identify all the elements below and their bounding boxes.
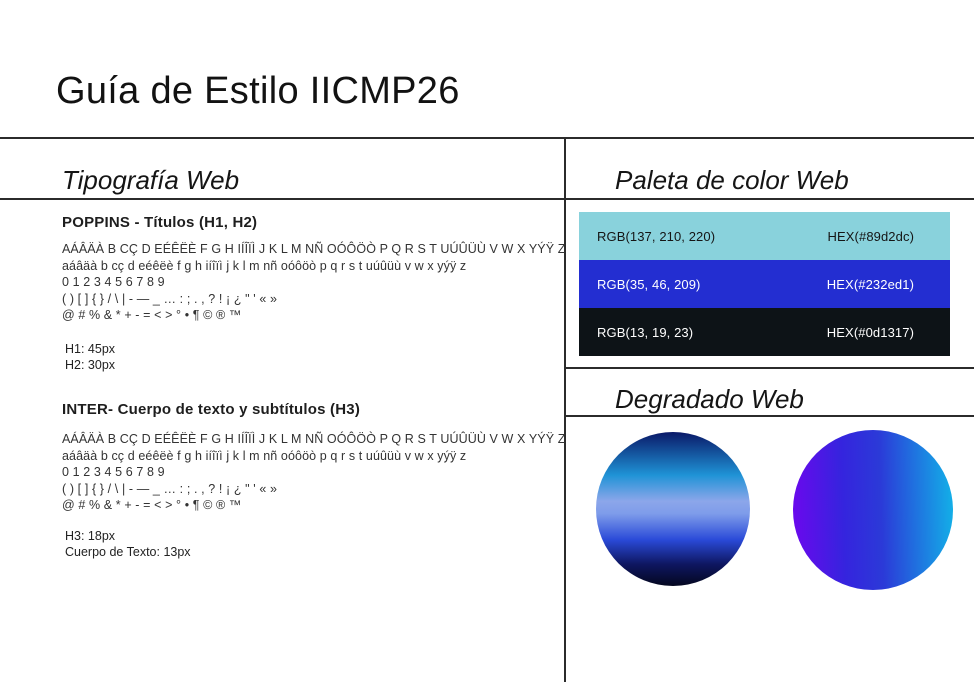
- poppins-charset-punctuation: ( ) [ ] { } / \ | - — _ … : ; . , ? ! ¡ ¿ " ' « »: [62, 291, 278, 306]
- gradient-section-heading: Degradado Web: [615, 384, 804, 414]
- poppins-charset-lowercase: aáâäà b cç d eéêëè f g h iíîïì j k l m nñ oóôöò p q r s t uúûüù v w x yýÿ z: [62, 258, 467, 273]
- inter-charset: [62, 431, 567, 514]
- h2-size-note: H2: 30px: [65, 358, 116, 372]
- divider-typography-heading: [0, 198, 565, 200]
- inter-charset-lowercase: aáâäà b cç d eéêëè f g h iíîïì j k l m nñ oóôöò p q r s t uúûüù v w x yýÿ z: [62, 448, 467, 463]
- inter-charset-digits: 0 1 2 3 4 5 6 7 8 9: [62, 465, 165, 479]
- swatch-rgb-value: RGB(13, 19, 23): [597, 324, 694, 340]
- typography-section-heading: Tipografía Web: [62, 165, 240, 195]
- h3-size-note: H3: 18px: [65, 529, 116, 543]
- color-swatch-blue: [579, 260, 950, 308]
- gradient-circle-violet-cyan: [793, 430, 953, 590]
- swatch-rgb-value: RGB(137, 210, 220): [597, 228, 716, 244]
- inter-charset-uppercase: AÁÂÄÀ B CÇ D EÉÊËÈ F G H IÍÎÏÌ J K L M NÑ OÓÔÖÒ P Q R S T UÚÛÜÙ V W X YÝŸ Z: [62, 432, 566, 446]
- h1-size-note: H1: 45px: [65, 342, 116, 356]
- divider-vertical: [564, 137, 566, 682]
- color-swatch-dark: [579, 308, 950, 356]
- page-title: Guía de Estilo IICMP26: [56, 70, 460, 112]
- swatch-hex-value: HEX(#89d2dc): [827, 228, 914, 244]
- swatch-rgb-value: RGB(35, 46, 209): [597, 276, 701, 292]
- palette-section-heading: Paleta de color Web: [615, 165, 849, 195]
- inter-charset-symbols: @ # % & * + - = < > ° • ¶ © ® ™: [62, 498, 242, 512]
- inter-size-notes: [65, 528, 191, 560]
- color-swatch-teal: [579, 212, 950, 260]
- body-size-note: Cuerpo de Texto: 13px: [65, 545, 191, 559]
- poppins-spec-title: POPPINS - Títulos (H1, H2): [62, 214, 258, 231]
- divider-top: [0, 137, 974, 139]
- poppins-charset: [62, 241, 567, 324]
- poppins-charset-digits: 0 1 2 3 4 5 6 7 8 9: [62, 275, 165, 289]
- inter-charset-punctuation: ( ) [ ] { } / \ | - — _ … : ; . , ? ! ¡ ¿ " ' « »: [62, 481, 278, 496]
- color-swatch-list: [579, 212, 950, 356]
- divider-gradient-heading: [566, 415, 974, 417]
- divider-palette-bottom: [566, 367, 974, 369]
- poppins-charset-uppercase: AÁÂÄÀ B CÇ D EÉÊËÈ F G H IÍÎÏÌ J K L M NÑ OÓÔÖÒ P Q R S T UÚÛÜÙ V W X YÝŸ Z: [62, 242, 566, 256]
- swatch-hex-value: HEX(#232ed1): [826, 276, 914, 292]
- poppins-size-notes: [65, 341, 115, 373]
- gradient-circle-horizontal-bands: [596, 432, 750, 586]
- swatch-hex-value: HEX(#0d1317): [826, 324, 914, 340]
- divider-palette-heading: [566, 198, 974, 200]
- inter-spec-title: INTER- Cuerpo de texto y subtítulos (H3): [62, 401, 361, 418]
- poppins-charset-symbols: @ # % & * + - = < > ° • ¶ © ® ™: [62, 308, 242, 322]
